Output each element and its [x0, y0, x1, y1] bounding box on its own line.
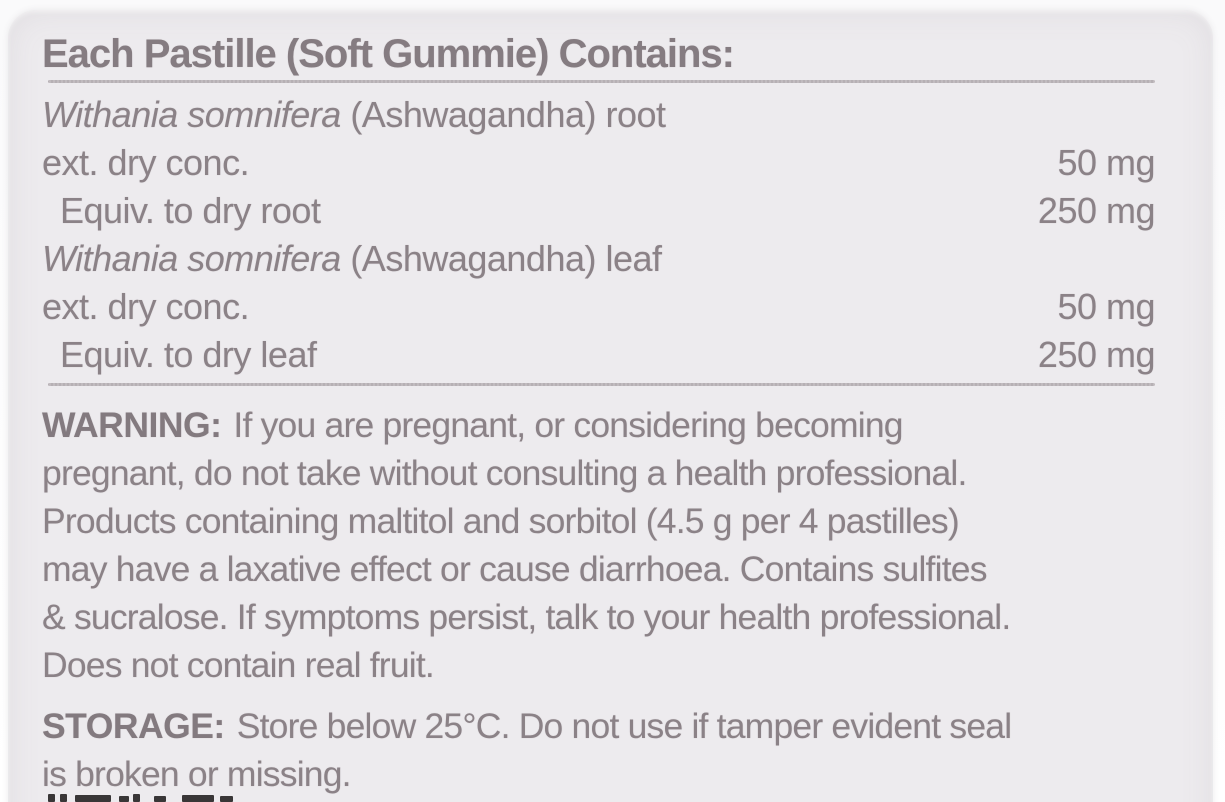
conc-value: 50 mg	[1057, 286, 1155, 327]
equiv-label: Equiv. to dry root	[60, 190, 321, 231]
ingredient-common-name: (Ashwagandha) root	[340, 94, 666, 135]
conc-label: ext. dry conc.	[42, 142, 250, 183]
ingredient-latin-name: Withania somnifera	[42, 238, 341, 279]
ingredient-name	[42, 235, 1155, 283]
equiv-value: 250 mg	[1037, 334, 1155, 375]
ingredient-name	[42, 91, 1155, 139]
storage-line: is broken or missing.	[42, 754, 351, 794]
ingredient-latin-name: Withania somnifera	[42, 94, 341, 135]
label-content	[8, 10, 1213, 798]
warning-line: pregnant, do not take without consulting a health professional.	[42, 453, 967, 493]
ingredient-conc-row	[42, 283, 1155, 331]
conc-label: ext. dry conc.	[42, 286, 250, 327]
storage-section	[42, 702, 1155, 798]
ingredient-common-name: (Ashwagandha) leaf	[340, 238, 662, 279]
warning-label: WARNING:	[42, 405, 222, 445]
warning-line: & sucralose. If symptoms persist, talk to your health professional.	[42, 597, 1011, 637]
ingredients-panel	[42, 91, 1155, 379]
conc-value: 50 mg	[1057, 142, 1155, 183]
warning-line: Products containing maltitol and sorbitol (4.5 g per 4 pastilles)	[42, 501, 959, 541]
section-divider-rule	[48, 383, 1155, 386]
equiv-label: Equiv. to dry leaf	[60, 334, 317, 375]
ingredient-equiv-row	[42, 331, 1155, 379]
heading-rule	[48, 80, 1155, 83]
warning-section	[42, 401, 1155, 689]
clipped-bottom-text-fragments	[48, 793, 233, 802]
warning-line: may have a laxative effect or cause diarrhoea. Contains sulfites	[42, 549, 987, 589]
product-label	[8, 10, 1213, 802]
ingredient-entry	[42, 91, 1155, 235]
storage-label: STORAGE:	[42, 706, 225, 746]
storage-line: STORAGE: Store below 25°C. Do not use if tamper evident seal	[42, 706, 1012, 746]
ingredient-conc-row	[42, 139, 1155, 187]
ingredient-equiv-row	[42, 187, 1155, 235]
warning-line: WARNING: If you are pregnant, or considering becoming	[42, 405, 903, 445]
warning-line: Does not contain real fruit.	[42, 645, 434, 685]
equiv-value: 250 mg	[1037, 190, 1155, 231]
ingredient-entry	[42, 235, 1155, 379]
panel-heading: Each Pastille (Soft Gummie) Contains:	[42, 32, 735, 76]
